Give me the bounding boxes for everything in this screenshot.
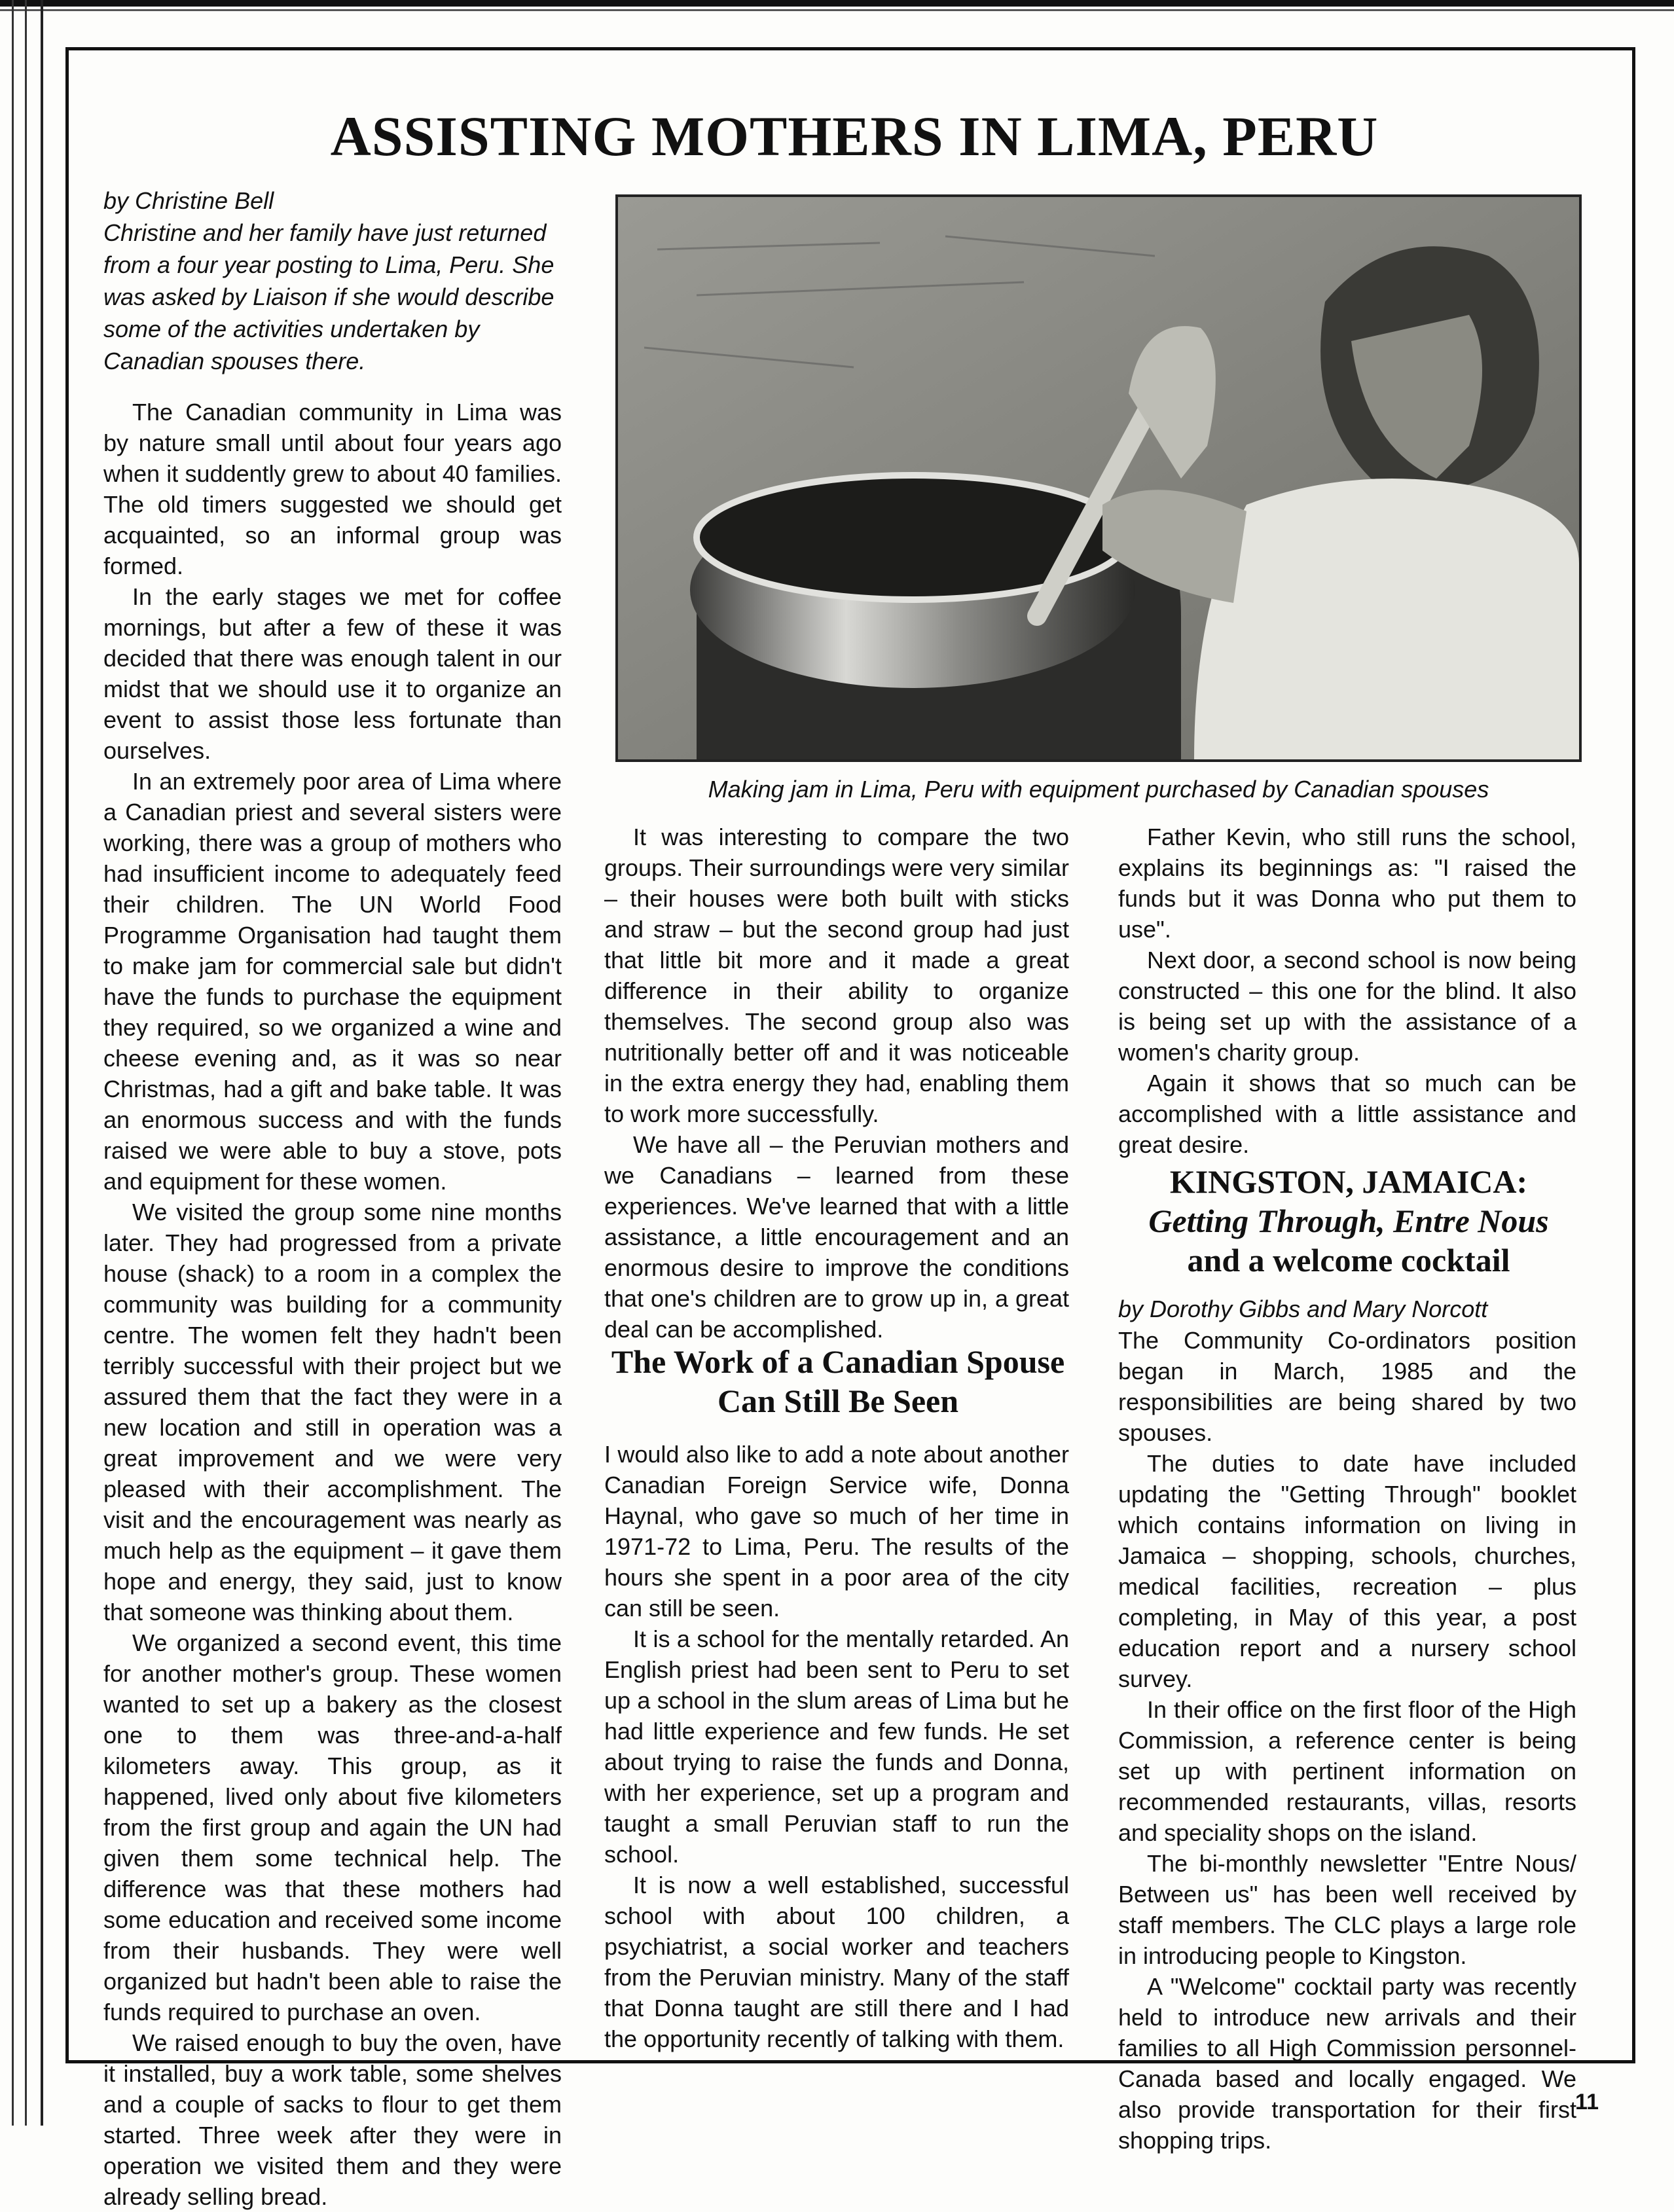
paragraph: Next door, a second school is now being constructed – this one for the blind. It also is being set up with the assistance of a women's charity group. bbox=[1118, 947, 1576, 1066]
heading-line: The Work of a Canadian Spouse bbox=[611, 1343, 1065, 1380]
photo-caption: Making jam in Lima, Peru with equipment purchased by Canadian spouses bbox=[708, 776, 1489, 803]
paragraph: It is a school for the mentally retarded. An English priest had been sent to Peru to set up a school in the slum areas of Lima but he had little experience and few funds. He set about trying to raise the funds and Donna, with her experience, set up a program and taught a small Peruvian staff to run the school. bbox=[604, 1625, 1069, 1868]
paragraph: The bi-monthly newsletter "Entre Nous/ Between us" has been well received by staff members. The CLC plays a large role in introducing people to Kingston. bbox=[1118, 1850, 1576, 1969]
page-number: 11 bbox=[1575, 2090, 1599, 2114]
kingston-body bbox=[1118, 1325, 1576, 2156]
column-3 bbox=[1118, 822, 1576, 1160]
paragraph: We have all – the Peruvian mothers and we Canadians – learned from these experiences. We've learned that with a little assistance, a little encouragement and an enormous desire to improve the conditions that one's children are to grow up in, a great deal can be accomplished. bbox=[604, 1131, 1069, 1343]
photo-making-jam bbox=[615, 194, 1582, 762]
paragraph: The Canadian community in Lima was by nature small until about four years ago when it suddently grew to about 40 families. The old timers suggested we should get acquainted, so an informal group was formed. bbox=[103, 399, 562, 579]
kingston-article bbox=[1118, 1293, 1576, 2156]
column-1 bbox=[103, 185, 562, 2212]
kingston-byline: by Dorothy Gibbs and Mary Norcott bbox=[1118, 1296, 1488, 1322]
section-heading-kingston bbox=[1113, 1162, 1584, 1280]
heading-line: Getting Through, Entre Nous bbox=[1148, 1203, 1549, 1239]
top-scan-edge bbox=[0, 0, 1674, 7]
heading-line: Can Still Be Seen bbox=[717, 1383, 959, 1419]
photo-image bbox=[618, 197, 1579, 759]
binding-edge bbox=[0, 0, 43, 2126]
top-scan-edge-thin bbox=[0, 9, 1674, 11]
article-intro: Christine and her family have just returned from a four year posting to Lima, Peru. She was asked by Liaison if she would describe some of the activities undertaken by Canadian spouses there. bbox=[103, 219, 555, 374]
paragraph: In an extremely poor area of Lima where a Canadian priest and several sisters were working, there was a group of mothers who had insufficient income to adequately feed their children. The UN World Food Programme Organisation had taught them to make jam for commercial sale but didn't have the funds to purchase the equipment they required, so we organized a wine and cheese evening and, as it was so near Christmas, had a gift and bake table. It was an enormous success and with the funds raised we were able to buy a stove, pots and equipment for these women. bbox=[103, 768, 562, 1195]
binding-rule bbox=[12, 0, 14, 2126]
binding-rule bbox=[25, 0, 27, 2126]
article-title: ASSISTING MOTHERS IN LIMA, PERU bbox=[330, 105, 1379, 168]
heading-line: and a welcome cocktail bbox=[1187, 1242, 1510, 1278]
paragraph: We organized a second event, this time for another mother's group. These women wanted to set up a bakery as the closest one to them was three-and-a-half kilometers away. This group, as it happened, lived only about five kilometers from the first group and again the UN had given them some technical help. The difference was that these mothers had some education and received some income from their husbands. They were well organized but hadn't been able to raise the funds required to purchase an oven. bbox=[103, 1629, 562, 2025]
paragraph: In the early stages we met for coffee mornings, but after a few of these it was decided that there was enough talent in our midst that we should use it to organize an event to assist those less fortunate than ourselves. bbox=[103, 583, 562, 764]
paragraph: In their office on the first floor of the High Commission, a reference center is being set up with pertinent information on recommended restaurants, villas, resorts and speciality shops on the island. bbox=[1118, 1696, 1576, 1846]
heading-line: KINGSTON, JAMAICA: bbox=[1169, 1163, 1528, 1200]
article-body-col1 bbox=[103, 397, 562, 2212]
paragraph: It is now a well established, successful school with about 100 children, a psychiatrist, a social worker and teachers from the Peruvian ministry. Many of the staff that Donna taught are still there and I had the opportunity recently of talking with them. bbox=[604, 1872, 1069, 2052]
paragraph: Again it shows that so much can be accomplished with a little assistance and great desire. bbox=[1118, 1070, 1576, 1158]
paragraph: The Community Co-ordinators position began in March, 1985 and the responsibilities are being shared by two spouses. bbox=[1118, 1327, 1576, 1446]
article-byline: by Christine Bell bbox=[103, 187, 274, 214]
paragraph: It was interesting to compare the two groups. Their surroundings were very similar – their houses were both built with sticks and straw – but the second group had just that little bit more and it made a great difference in their ability to organize themselves. The second group also was nutritionally better off and it was noticeable in the extra energy they had, enabling them to work more successfully. bbox=[604, 824, 1069, 1127]
paragraph: We raised enough to buy the oven, have it installed, buy a work table, some shelves and a couple of sacks to flour to get them started. Three week after they were in operation we visited them and they were already selling bread. bbox=[103, 2029, 562, 2210]
column-2 bbox=[604, 822, 1069, 1345]
paragraph: A "Welcome" cocktail party was recently held to introduce new arrivals and their families to all High Commission personnel-Canada based and locally engaged. We also provide transportation for their first shopping trips. bbox=[1118, 1973, 1576, 2154]
paragraph: I would also like to add a note about another Canadian Foreign Service wife, Donna Haynal, who gave so much of her time in 1971-72 to Lima, Peru. The results of the hours she spent in a poor area of the city can still be seen. bbox=[604, 1441, 1069, 1622]
section-heading-spouse bbox=[599, 1342, 1077, 1421]
paragraph: We visited the group some nine months later. They had progressed from a private house (shack) to a room in a complex the community was building for a community centre. The women felt they hadn't been terribly successful with their project but we assured them that the fact they were in a new location and still in operation was a great improvement and we were very pleased with their accomplishment. The visit and the encouragement was nearly as much help as the equipment – it gave them hope and energy, they said, just to know that someone was thinking about them. bbox=[103, 1199, 562, 1625]
spouse-body bbox=[604, 1439, 1069, 2054]
paragraph: The duties to date have included updating the "Getting Through" booklet which contains information on living in Jamaica – shopping, schools, churches, medical facilities, recreation – plus completing, in May of this year, a post education report and a nursery school survey. bbox=[1118, 1450, 1576, 1692]
paragraph: Father Kevin, who still runs the school, explains its beginnings as: "I raised the funds but it was Donna who put them to use". bbox=[1118, 824, 1576, 943]
